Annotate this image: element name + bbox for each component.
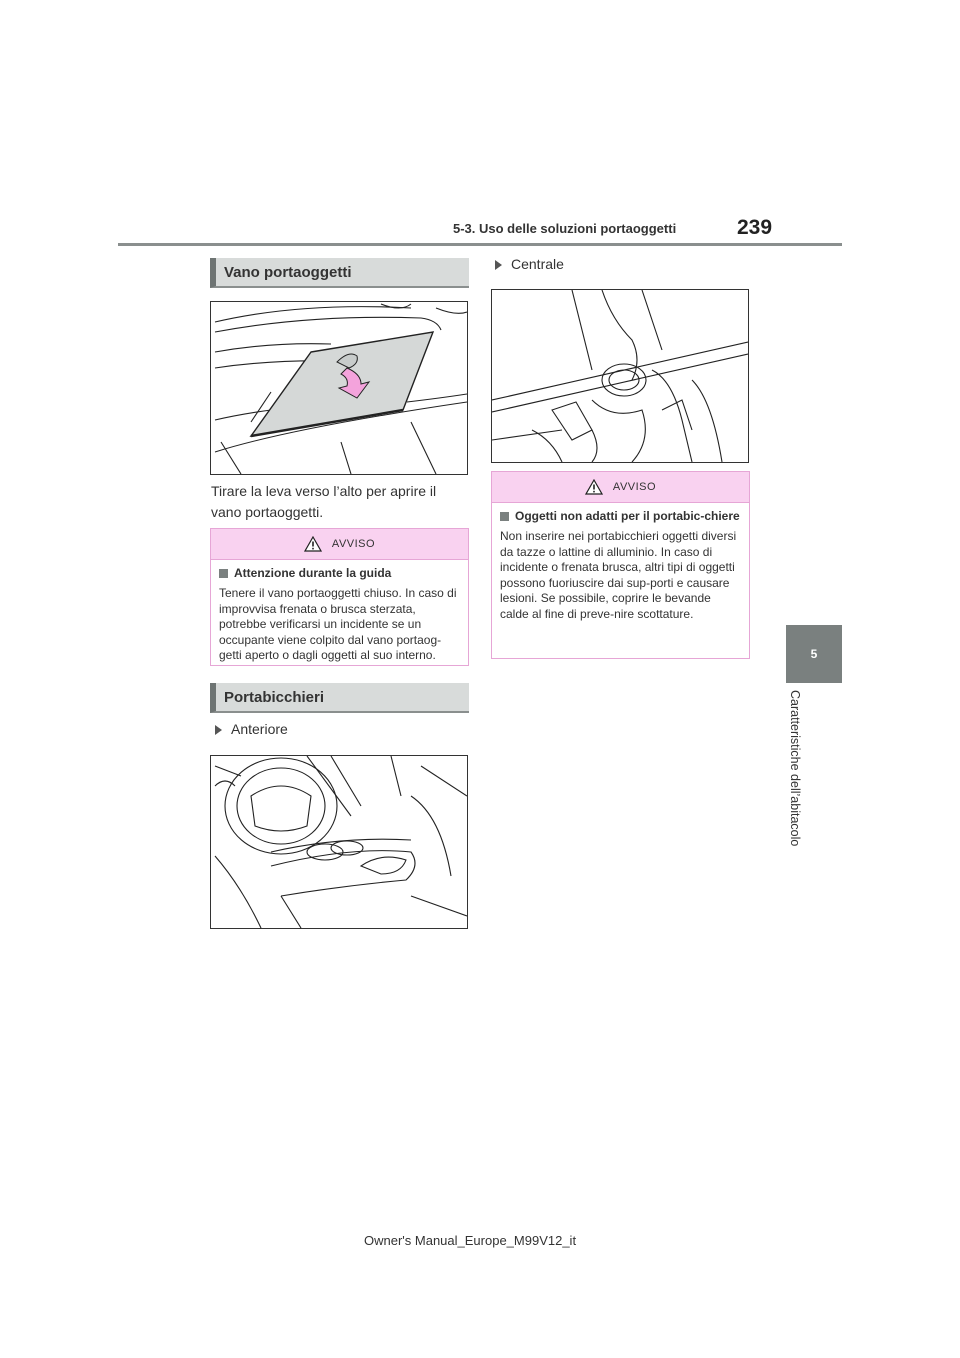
front-cupholder-illustration (210, 755, 468, 929)
chapter-number: 5 (810, 647, 818, 661)
square-bullet-icon (219, 569, 228, 578)
page-number: 239 (737, 216, 773, 239)
warning-box-cupholders (491, 471, 750, 659)
warning-header (211, 529, 468, 560)
warning-text: Tenere il vano portaoggetti chiuso. In caso di improvvisa frenata o brusca sterzata, potrebbe verificarsi un incidente se un occupante viene colpito dal vano portaog-getti aperto o dagli oggetti al suo interno. (219, 586, 457, 662)
center-cupholder-illustration (491, 289, 749, 463)
warning-title: Attenzione durante la guida (219, 566, 460, 581)
header-section-title: 5-3. Uso delle soluzioni portaoggetti (453, 221, 677, 236)
header-rule (118, 243, 842, 246)
chapter-title: Caratteristiche dell’abitacolo (788, 690, 802, 847)
warning-label: AVVISO (331, 538, 376, 550)
section-heading-cupholders-text: Portabicchieri (224, 688, 325, 706)
footer-manual-id: Owner's Manual_Europe_M99V12_it (364, 1233, 577, 1248)
triangle-bullet-icon (215, 725, 222, 735)
glovebox-instruction: Tirare la leva verso l’alto per aprire il vano portaoggetti. (211, 483, 437, 520)
chapter-side-label (766, 690, 826, 870)
center-cupholder-label: Centrale (495, 256, 564, 272)
front-cupholder-label: Anteriore (215, 721, 288, 737)
section-heading-glovebox (210, 258, 469, 288)
warning-title: Oggetti non adatti per il portabic-chiere (500, 509, 741, 524)
glovebox-illustration (210, 301, 468, 475)
warning-triangle-icon (585, 479, 603, 495)
warning-label: AVVISO (612, 481, 657, 493)
section-heading-cupholders (210, 683, 469, 713)
warning-header (492, 472, 749, 503)
warning-triangle-icon (304, 536, 322, 552)
square-bullet-icon (500, 512, 509, 521)
section-heading-glovebox-text: Vano portaoggetti (224, 263, 352, 281)
warning-box-glovebox (210, 528, 469, 666)
triangle-bullet-icon (495, 260, 502, 270)
warning-text: Non inserire nei portabicchieri oggetti diversi da tazze o lattine di alluminio. In caso di incidente o frenata brusca, altri tipi di oggetti possono fuoriuscire dai sup-porti e causare lesioni. Se possibile, coprire le bevande calde al fine di preve-nire scottature. (500, 529, 737, 621)
chapter-tab (786, 625, 842, 683)
